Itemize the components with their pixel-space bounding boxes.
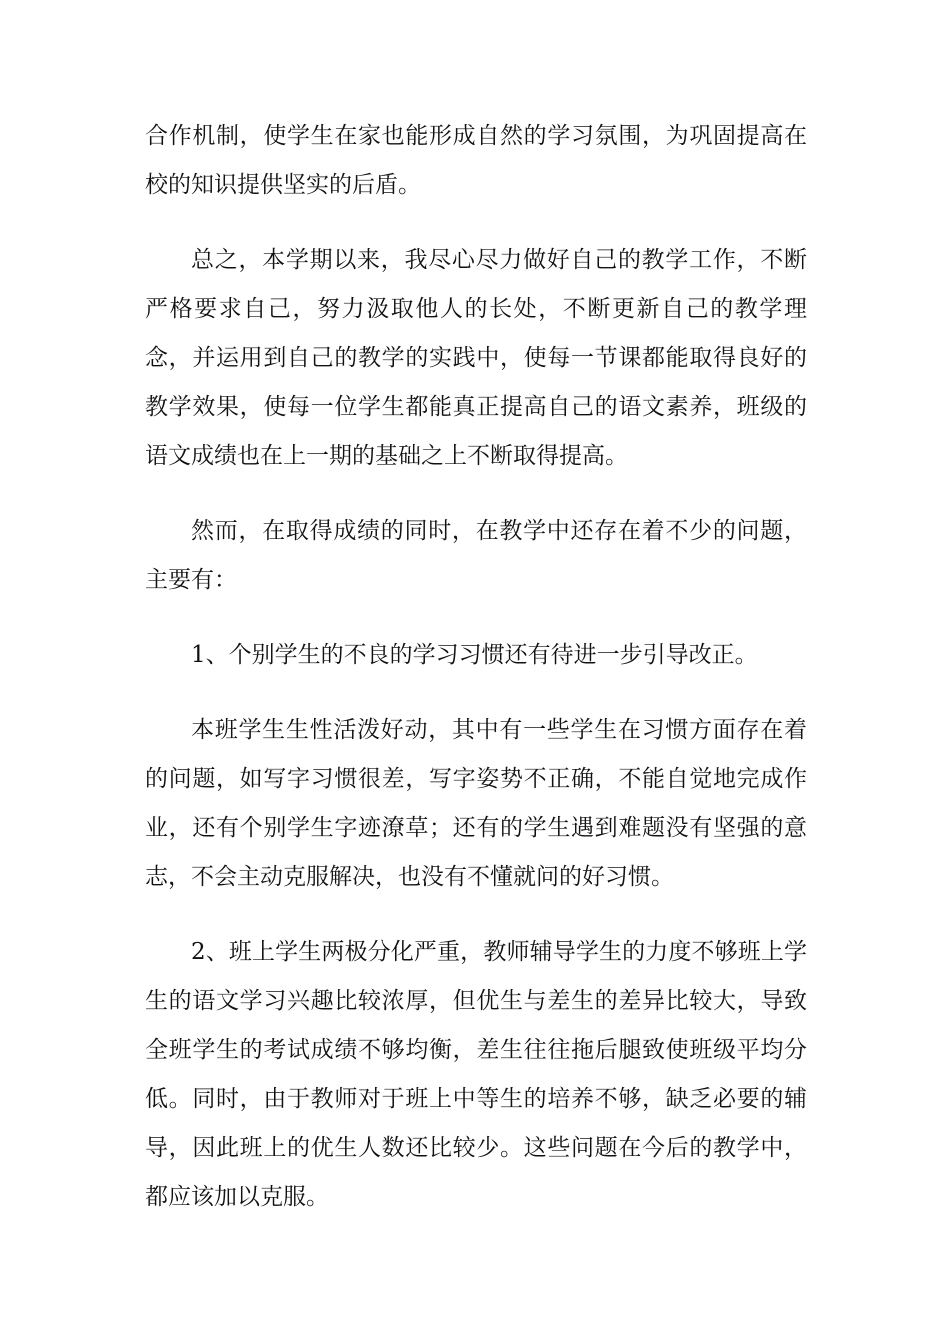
paragraph-4: 1、个别学生的不良的学习习惯还有待进一步引导改正。 <box>191 642 758 668</box>
document-body <box>145 112 807 1222</box>
paragraph-2: 总之，本学期以来，我尽心尽力做好自己的教学工作，不断严格要求自己，努力汲取他人的长处，不断更新自己的教学理念，并运用到自己的教学的实践中，使每一节课都能取得良好的教学效果，使每一位学生都能真正提高自己的语文素养，班级的语文成绩也在上一期的基础之上不断取得提高。 <box>145 247 807 469</box>
paragraph-6: 2、班上学生两极分化严重，教师辅导学生的力度不够班上学生的语文学习兴趣比较浓厚，但优生与差生的差异比较大，导致全班学生的考试成绩不够均衡，差生往往拖后腿致使班级平均分低。同时，由于教师对于班上中等生的培养不够，缺乏必要的辅导，因此班上的优生人数还比较少。这些问题在今后的教学中，都应该加以克服。 <box>145 939 807 1210</box>
paragraph-5: 本班学生生性活泼好动，其中有一些学生在习惯方面存在着的问题，如写字习惯很差，写字姿势不正确，不能自觉地完成作业，还有个别学生字迹潦草；还有的学生遇到难题没有坚强的意志，不会主动克服解决，也没有不懂就问的好习惯。 <box>145 717 807 890</box>
paragraph-3: 然而，在取得成绩的同时，在教学中还存在着不少的问题，主要有： <box>145 518 807 593</box>
paragraph-1: 合作机制，使学生在家也能形成自然的学习氛围，为巩固提高在校的知识提供坚实的后盾。 <box>145 123 807 198</box>
